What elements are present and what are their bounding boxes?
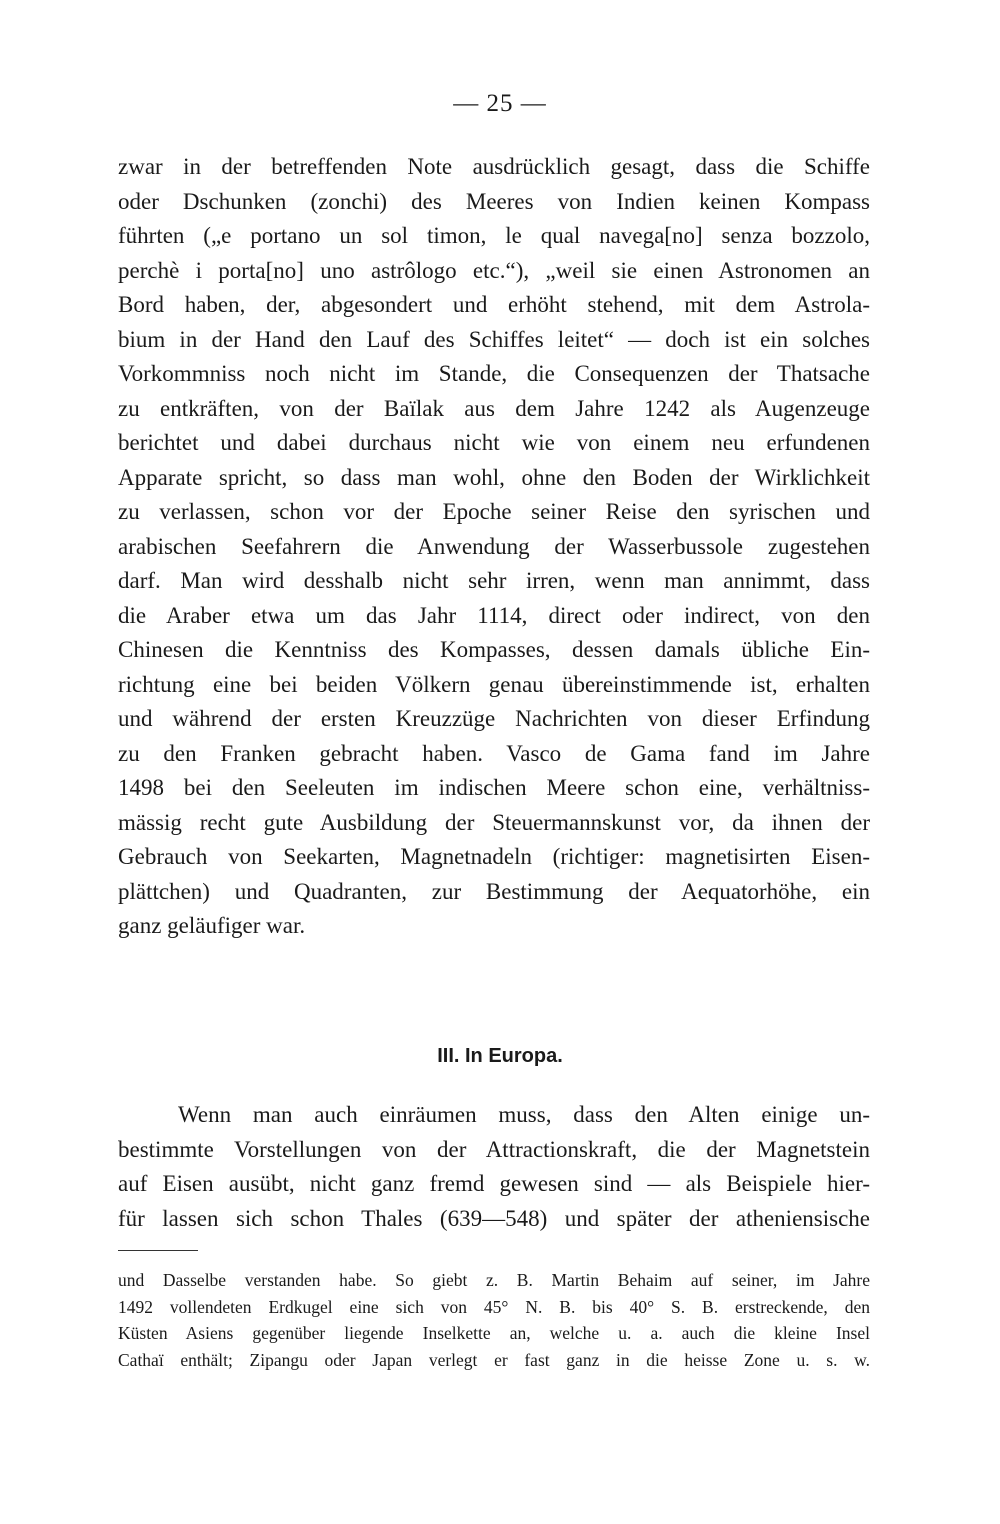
footnote (118, 1267, 870, 1373)
text-line: mässig recht gute Ausbildung der Steuermannskunst vor, da ihnen der (118, 809, 870, 835)
section-paragraph (118, 1098, 870, 1236)
text-line: bestimmte Vorstellungen von der Attractionskraft, die der Magnetstein (118, 1136, 870, 1162)
footnote-line: Cathaï enthält; Zipangu oder Japan verlegt er fast ganz in die heisse Zone u. s. w. (118, 1349, 870, 1370)
text-line: bium in der Hand den Lauf des Schiffes leitet“ — doch ist ein solches (118, 326, 870, 352)
main-paragraph (118, 150, 870, 944)
text-line: plättchen) und Quadranten, zur Bestimmung der Aequatorhöhe, ein (118, 878, 870, 904)
text-line: berichtet und dabei durchaus nicht wie von einem neu erfundenen (118, 430, 870, 455)
text-line: Vorkommniss noch nicht im Stande, die Consequenzen der Thatsache (118, 361, 870, 386)
text-line: für lassen sich schon Thales (639—548) und später der atheniensische (118, 1205, 870, 1231)
text-line: Gebrauch von Seekarten, Magnetnadeln (richtiger: magnetisirten Eisen- (118, 844, 870, 869)
text-line: 1498 bei den Seeleuten im indischen Meere schon eine, verhältniss- (118, 775, 870, 800)
footnote-divider (118, 1250, 198, 1251)
text-line: darf. Man wird desshalb nicht sehr irren, wenn man annimmt, dass (118, 568, 870, 593)
text-line: oder Dschunken (zonchi) des Meeres von Indien keinen Kompass (118, 188, 870, 214)
text-line: arabischen Seefahrern die Anwendung der Wasserbussole zugestehen (118, 533, 870, 559)
footnote-line: und Dasselbe verstanden habe. So giebt z. B. Martin Behaim auf seiner, im Jahre (118, 1270, 870, 1290)
section-heading: III. In Europa. (437, 1045, 563, 1067)
text-line: perchè i porta[no] uno astrôlogo etc.“), „weil sie einen Astronomen an (118, 257, 870, 283)
footnote-line: Küsten Asiens gegenüber liegende Inselkette an, welche u. a. auch die kleine Insel (118, 1323, 870, 1343)
text-line: und während der ersten Kreuzzüge Nachrichten von dieser Erfindung (118, 706, 870, 731)
text-line: ganz geläufiger war. (118, 913, 306, 938)
text-line: die Araber etwa um das Jahr 1114, direct oder indirect, von den (118, 602, 870, 628)
text-line: führten („e portano un sol timon, le qual navega[no] senza bozzolo, (118, 223, 870, 248)
text-line: zu den Franken gebracht haben. Vasco de Gama fand im Jahre (118, 740, 870, 766)
text-line: Apparate spricht, so dass man wohl, ohne den Boden der Wirklichkeit (118, 464, 870, 490)
text-line: zu verlassen, schon vor der Epoche seiner Reise den syrischen und (118, 499, 870, 524)
text-line: Chinesen die Kenntniss des Kompasses, dessen damals übliche Ein- (118, 637, 870, 662)
text-line: Wenn man auch einräumen muss, dass den Alten einige un- (178, 1102, 870, 1127)
footnote-line: 1492 vollendeten Erdkugel eine sich von 45° N. B. bis 40° S. B. erstreckende, den (118, 1296, 870, 1317)
text-line: auf Eisen ausübt, nicht ganz fremd gewesen sind — als Beispiele hier- (118, 1171, 870, 1196)
text-line: richtung eine bei beiden Völkern genau übereinstimmende ist, erhalten (118, 671, 870, 697)
text-line: zwar in der betreffenden Note ausdrücklich gesagt, dass die Schiffe (118, 154, 870, 179)
text-line: zu entkräften, von der Baïlak aus dem Jahre 1242 als Augenzeuge (118, 395, 870, 421)
page-number: — 25 — (453, 90, 547, 117)
text-line: Bord haben, der, abgesondert und erhöht stehend, mit dem Astrola- (118, 292, 870, 317)
